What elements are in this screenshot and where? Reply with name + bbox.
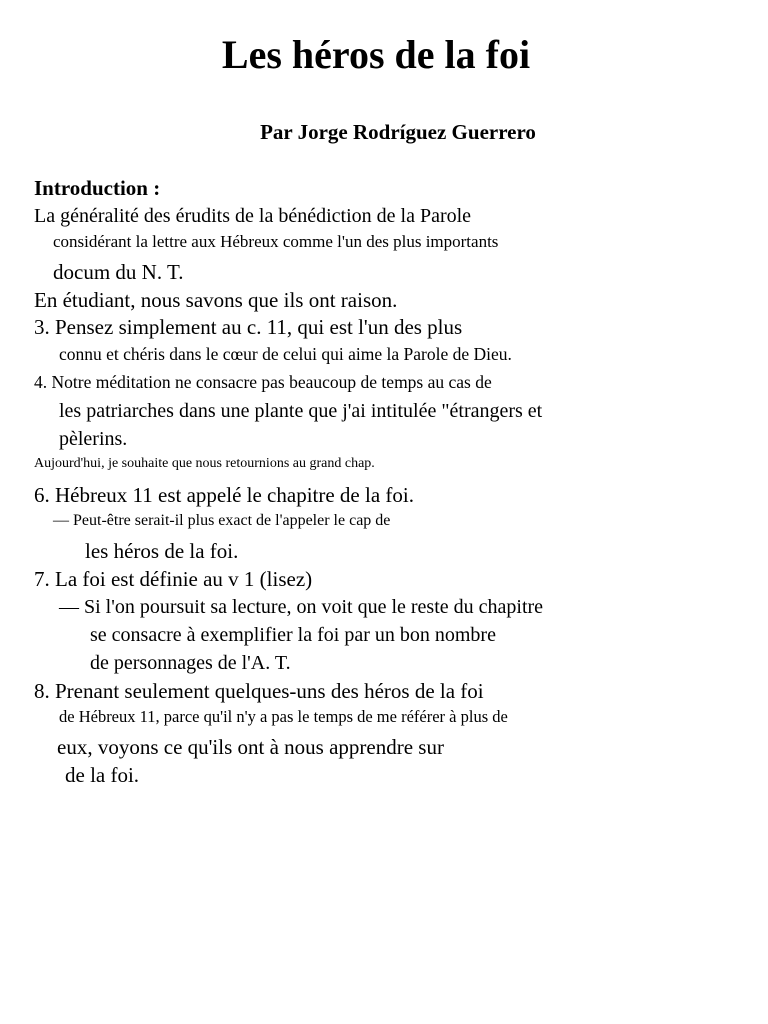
- body-line: 6. Hébreux 11 est appelé le chapitre de la foi.: [34, 483, 414, 507]
- document-title: Les héros de la foi: [221, 32, 531, 77]
- body-line: docum du N. T.: [53, 260, 184, 284]
- body-line: de personnages de l'A. T.: [90, 652, 291, 674]
- body-line: eux, voyons ce qu'ils ont à nous apprendre sur: [57, 735, 444, 759]
- body-line: 7. La foi est définie au v 1 (lisez): [34, 567, 313, 591]
- body-line: — Si l'on poursuit sa lecture, on voit que le reste du chapitre: [59, 596, 544, 618]
- body-line: La généralité des érudits de la bénédiction de la Parole: [34, 205, 472, 227]
- body-line: En étudiant, nous savons que ils ont raison.: [34, 288, 398, 312]
- body-line: considérant la lettre aux Hébreux comme l'un des plus importants: [53, 232, 499, 251]
- body-line: 3. Pensez simplement au c. 11, qui est l'un des plus: [34, 315, 463, 339]
- body-line: Aujourd'hui, je souhaite que nous retournions au grand chap.: [34, 456, 375, 471]
- document-author: Par Jorge Rodríguez Guerrero: [260, 120, 536, 144]
- body-line: — Peut-être serait-il plus exact de l'appeler le cap de: [53, 512, 391, 529]
- section-heading-introduction: Introduction :: [34, 176, 161, 200]
- body-line: pèlerins.: [59, 428, 128, 450]
- body-line: se consacre à exemplifier la foi par un bon nombre: [90, 624, 496, 646]
- body-line: les héros de la foi.: [85, 539, 239, 563]
- body-line: de la foi.: [65, 763, 140, 787]
- body-line: 4. Notre méditation ne consacre pas beaucoup de temps au cas de: [34, 372, 492, 392]
- body-line: de Hébreux 11, parce qu'il n'y a pas le temps de me référer à plus de: [59, 707, 508, 726]
- body-line: les patriarches dans une plante que j'ai intitulée "étrangers et: [59, 400, 543, 422]
- body-line: connu et chéris dans le cœur de celui qui aime la Parole de Dieu.: [59, 344, 512, 364]
- body-line: 8. Prenant seulement quelques-uns des héros de la foi: [34, 679, 484, 703]
